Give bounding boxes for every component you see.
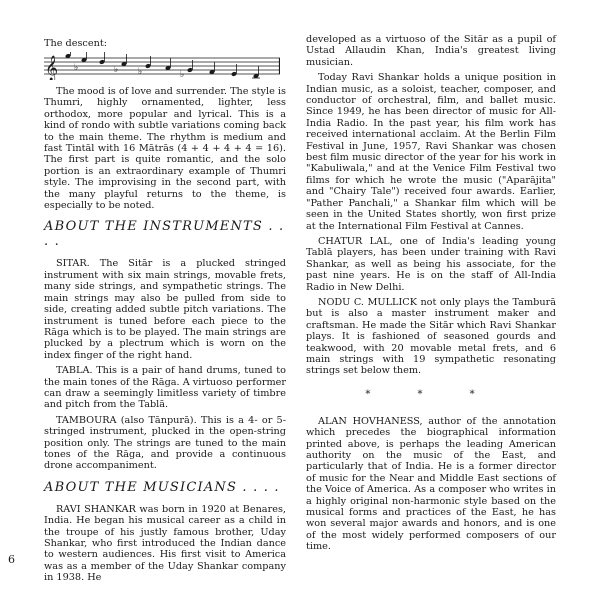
- today-paragraph: Today Ravi Shankar holds a unique position in Indian music, as a soloist, teacher, composer, and conductor of orchestral, film, and ballet music. Since 1949, he has been director of music for All-India Radio. In the past year, his film work has received international acclaim. At the Berlin Film Festival in June, 1957, Ravi Shankar was chosen best film music director of the year for his work in "Kabuliwala," and at the Venice Film Festival two films for which he wrote the music ("Aparājita" and "Chairy Tale") received four awards. Earlier, "Pather Panchali," a Shankar film which will be seen in the United States shortly, won first prize at the International Film Festival at Cannes.: [306, 72, 556, 232]
- left-column: [44, 38, 286, 588]
- page-number: 6: [8, 553, 15, 566]
- mood-paragraph: The mood is of love and surrender. The style is Thumri, highly ornamented, lighter, less orthodox, more popular and lyrical. This is a kind of rondo with subtle variations coming back to the main theme. The rhythm is medium and fast Tintāl with 16 Mātrās (4 + 4 + 4 + 4 = 16). The first part is quite romantic, and the solo portion is an extraordinary example of Thumri style. The improvising in the second part, with the many playful returns to the theme, is especially to be noted.: [44, 86, 286, 212]
- ravi-shankar-paragraph: RAVI SHANKAR was born in 1920 at Benares, India. He began his musical career as a child in the troupe of his justly famous brother, Uday Shankar, who first introduced the Indian dance to western audiences. His first visit to America was as a member of the Uday Shankar company in 1938. He: [44, 503, 286, 584]
- continued-paragraph: developed as a virtuoso of the Sitār as a pupil of Ustad Allaudin Khan, India's greatest living musician.: [306, 34, 556, 68]
- descent-label: The descent:: [44, 38, 107, 49]
- alan-hovhaness-paragraph: ALAN HOVHANESS, author of the annotation which precedes the biographical information printed above, is perhaps the leading American authority on the music of the East, and particularly that of India. He is a former director of music for the Near and Middle East sections of the Voice of America. As a composer who writes in a highly original non-harmonic style based on the musical forms and practices of the East, he has won several major awards and honors, and is one of the most widely performed composers of our time.: [306, 415, 556, 553]
- tabla-paragraph: TABLA. This is a pair of hand drums, tuned to the main tones of the Rāga. A virtuoso performer can draw a seemingly limitless variety of timbre and pitch from the Tablā.: [44, 365, 287, 411]
- right-column: [306, 34, 556, 557]
- svg-text:♭: ♭: [74, 63, 79, 73]
- svg-text:𝄞: 𝄞: [45, 56, 59, 80]
- music-staff-notation: [44, 52, 280, 80]
- instruments-heading: ABOUT THE INSTRUMENTS . . . .: [44, 219, 285, 250]
- tamboura-paragraph: TAMBOURA (also Tānpurā). This is a 4- or 5-stringed instrument, plucked in the open-string position only. The strings are tuned to the main tones of the Rāga, and provide a continuous drone accompaniment.: [44, 414, 286, 472]
- nodu-mullick-paragraph: NODU C. MULLICK not only plays the Tamburā but is also a master instrument maker and craftsman. He made the Sitār which Ravi Shankar plays. It is fashioned of seasoned gourds and teakwood, with 20 movable metal frets, and 6 main strings with 19 sympathetic resonating strings set below them.: [306, 296, 556, 377]
- sitar-paragraph: SITAR. The Sitār is a plucked stringed instrument with six main strings, movable frets, many side strings, and sympathetic strings. The main strings may also be pulled from side to side, creating added subtle pitch variations. The instrument is tuned before each piece to the Rāga which is to be played. The main strings are plucked by a plectrum which is worn on the index finger of the right hand.: [44, 258, 286, 361]
- chatur-lal-paragraph: CHATUR LAL, one of India's leading young Tablā players, has been under training with Ravi Shankar, as well as being his associate, for the past nine years. He is on the staff of All-India Radio in New Delhi.: [306, 235, 556, 293]
- section-divider-stars: * * *: [365, 388, 497, 400]
- musicians-heading: ABOUT THE MUSICIANS . . . .: [44, 479, 280, 495]
- svg-text:♭: ♭: [114, 65, 119, 75]
- svg-text:♭: ♭: [138, 67, 143, 77]
- svg-text:♭: ♭: [180, 70, 185, 80]
